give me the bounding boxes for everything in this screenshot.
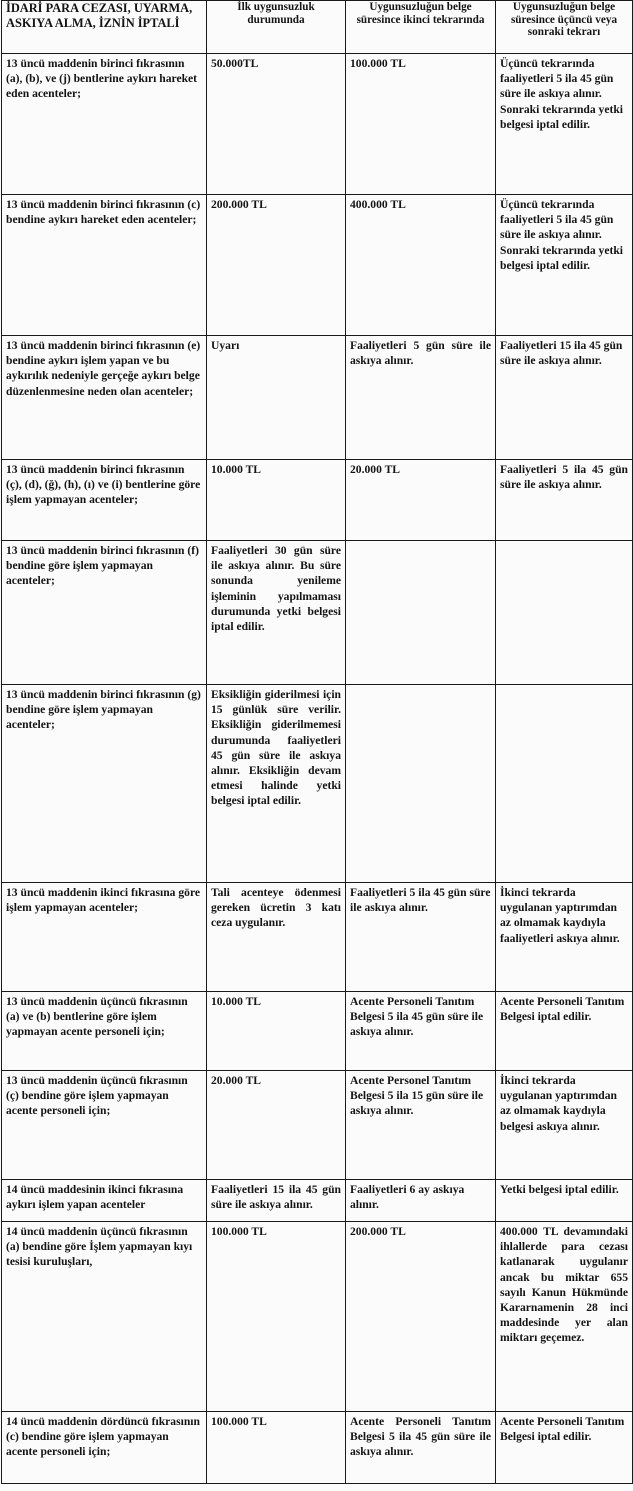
first-penalty-cell: Uyarı <box>207 336 346 460</box>
first-penalty-cell: Tali acenteye ödenmesi gereken ücretin 3 katı ceza uygulanır. <box>207 883 346 992</box>
table-row <box>2 685 633 883</box>
first-penalty-cell: 200.000 TL <box>207 195 346 336</box>
table-row <box>2 1180 633 1222</box>
first-penalty-cell: 20.000 TL <box>207 1071 346 1180</box>
second-penalty-cell: 100.000 TL <box>346 54 496 195</box>
violation-cell: 13 üncü maddenin ikinci fıkrasına göre işlem yapmayan acenteler; <box>2 883 207 992</box>
table-row <box>2 1222 633 1412</box>
third-penalty-cell: İkinci tekrarda uygulanan yaptırımdan az olmamak kaydıyla faaliyetleri askıya alınır. <box>496 883 633 992</box>
violation-cell: 13 üncü maddenin birinci fıkrasının (ç), (d), (ğ), (h), (ı) ve (i) bentlerine göre işlem yapmayan acenteler; <box>2 460 207 541</box>
table-row <box>2 54 633 195</box>
second-penalty-cell: Acente Personel Tanıtım Belgesi 5 ila 15 gün süre ile askıya alınır. <box>346 1071 496 1180</box>
second-penalty-cell: Acente Personeli Tanıtım Belgesi 5 ila 45 gün süre ile askıya alınır. <box>346 992 496 1071</box>
third-penalty-cell: Acente Personeli Tanıtım Belgesi iptal edilir. <box>496 992 633 1071</box>
second-penalty-cell: Faaliyetleri 5 gün süre ile askıya alınır. <box>346 336 496 460</box>
header-third-repeat: Uygunsuzluğun belge süresince üçüncü veya sonraki tekrarı <box>496 1 633 54</box>
table-row <box>2 460 633 541</box>
third-penalty-cell <box>496 541 633 685</box>
violation-cell: 13 üncü maddenin birinci fıkrasının (c) bendine aykırı hareket eden acenteler; <box>2 195 207 336</box>
violation-cell: 13 üncü maddenin birinci fıkrasının (f) bendine göre işlem yapmayan acenteler; <box>2 541 207 685</box>
second-penalty-cell: 200.000 TL <box>346 1222 496 1412</box>
table-row <box>2 541 633 685</box>
third-penalty-cell: Üçüncü tekrarında faaliyetleri 5 ila 45 gün süre ile askıya alınır. Sonraki tekrarında yetki belgesi iptal edilir. <box>496 54 633 195</box>
first-penalty-cell: 50.000TL <box>207 54 346 195</box>
table-row <box>2 883 633 992</box>
table-header-row <box>2 1 633 54</box>
third-penalty-cell: İkinci tekrarda uygulanan yaptırımdan az olmamak kaydıyla belgesi askıya alınır. <box>496 1071 633 1180</box>
third-penalty-cell: Yetki belgesi iptal edilir. <box>496 1180 633 1222</box>
third-penalty-cell: Acente Personeli Tanıtım Belgesi iptal edilir. <box>496 1412 633 1484</box>
first-penalty-cell: 100.000 TL <box>207 1222 346 1412</box>
violation-cell: 14 üncü maddesinin ikinci fıkrasına aykırı işlem yapan acenteler <box>2 1180 207 1222</box>
violation-cell: 13 üncü maddenin birinci fıkrasının (e) bendine aykırı işlem yapan ve bu aykırılık nedeniyle gerçeğe aykırı belge düzenlenmesine neden olan acenteler; <box>2 336 207 460</box>
violation-cell: 13 üncü maddenin üçüncü fıkrasının (ç) bendine göre işlem yapmayan acente personeli için; <box>2 1071 207 1180</box>
table-row <box>2 1071 633 1180</box>
table-row <box>2 336 633 460</box>
table-row <box>2 1412 633 1484</box>
first-penalty-cell: Eksikliğin giderilmesi için 15 günlük süre verilir. Eksikliğin giderilmemesi durumunda faaliyetleri 45 gün süre ile askıya alınır. Eksikliğin devam etmesi halinde yetki belgesi iptal edilir. <box>207 685 346 883</box>
penalty-table <box>1 0 633 1484</box>
violation-cell: 13 üncü maddenin birinci fıkrasının (g) bendine göre işlem yapmayan acenteler; <box>2 685 207 883</box>
header-penalty-type: İDARİ PARA CEZASI, UYARMA, ASKIYA ALMA, İZNİN İPTALİ <box>2 1 207 54</box>
second-penalty-cell: 20.000 TL <box>346 460 496 541</box>
second-penalty-cell: Faaliyetleri 5 ila 45 gün süre ile askıya alınır. <box>346 883 496 992</box>
third-penalty-cell: Üçüncü tekrarında faaliyetleri 5 ila 45 gün süre ile askıya alınır. Sonraki tekrarında yetki belgesi iptal edilir. <box>496 195 633 336</box>
third-penalty-cell: Faaliyetleri 5 ila 45 gün süre ile askıya alınır. <box>496 460 633 541</box>
first-penalty-cell: Faaliyetleri 15 ila 45 gün süre ile askıya alınır. <box>207 1180 346 1222</box>
header-second-repeat: Uygunsuzluğun belge süresince ikinci tekrarında <box>346 1 496 54</box>
second-penalty-cell <box>346 685 496 883</box>
table-row <box>2 195 633 336</box>
second-penalty-cell: Faaliyetleri 6 ay askıya alınır. <box>346 1180 496 1222</box>
violation-cell: 13 üncü maddenin üçüncü fıkrasının (a) ve (b) bentlerine göre işlem yapmayan acente personeli için; <box>2 992 207 1071</box>
third-penalty-cell: 400.000 TL devamındaki ihlallerde para cezası katlanarak uygulanır ancak bu miktar 655 sayılı Kanun Hükmünde Kararnamenin 28 inci maddesinde yer alan miktarı geçemez. <box>496 1222 633 1412</box>
violation-cell: 14 üncü maddenin üçüncü fıkrasının (a) bendine göre İşlem yapmayan kıyı tesisi kuruluşları, <box>2 1222 207 1412</box>
first-penalty-cell: 10.000 TL <box>207 992 346 1071</box>
third-penalty-cell <box>496 685 633 883</box>
third-penalty-cell: Faaliyetleri 15 ila 45 gün süre ile askıya alınır. <box>496 336 633 460</box>
second-penalty-cell: Acente Personeli Tanıtım Belgesi 5 ila 45 gün süre ile askıya alınır. <box>346 1412 496 1484</box>
second-penalty-cell: 400.000 TL <box>346 195 496 336</box>
first-penalty-cell: Faaliyetleri 30 gün süre ile askıya alınır. Bu süre sonunda yenileme işleminin yapılmaması durumunda yetki belgesi iptal edilir. <box>207 541 346 685</box>
violation-cell: 13 üncü maddenin birinci fıkrasının (a), (b), ve (j) bentlerine aykırı hareket eden acenteler; <box>2 54 207 195</box>
first-penalty-cell: 100.000 TL <box>207 1412 346 1484</box>
table-row <box>2 992 633 1071</box>
header-first-violation: İlk uygunsuzluk durumunda <box>207 1 346 54</box>
first-penalty-cell: 10.000 TL <box>207 460 346 541</box>
violation-cell: 14 üncü maddenin dördüncü fıkrasının (c) bendine göre işlem yapmayan acente personeli için; <box>2 1412 207 1484</box>
second-penalty-cell <box>346 541 496 685</box>
